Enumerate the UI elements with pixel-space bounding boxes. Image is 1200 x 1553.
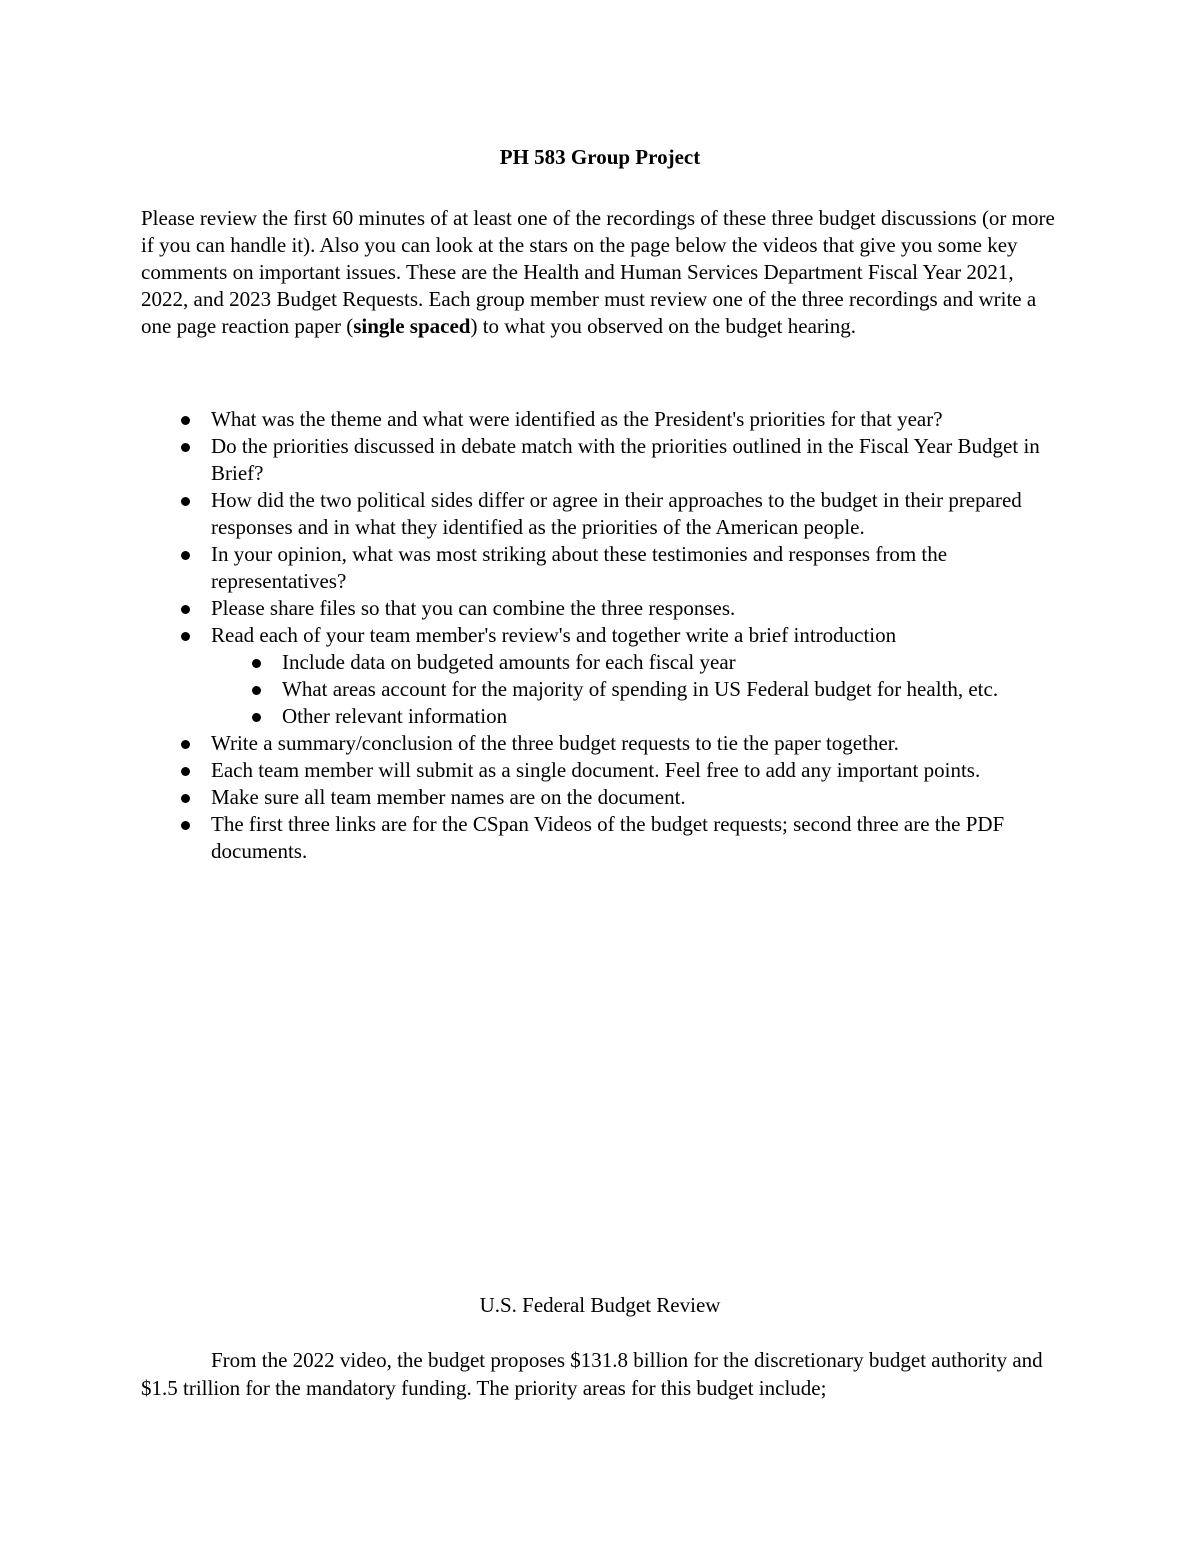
bullet-icon [181,632,190,641]
list-item-text: Each team member will submit as a single document. Feel free to add any important points. [211,758,981,782]
sub-list-item [211,676,1061,703]
list-item [141,541,1061,595]
bullet-icon [181,740,190,749]
list-item-text: Make sure all team member names are on the document. [211,785,686,809]
list-item-text: Do the priorities discussed in debate match with the priorities outlined in the Fiscal Year Budget in Brief? [211,434,1040,485]
list-item [141,757,1061,784]
list-item [141,784,1061,811]
instructions-list [141,406,1061,865]
list-item-text: The first three links are for the CSpan Videos of the budget requests; second three are the PDF documents. [211,812,1005,863]
bullet-icon [252,659,261,668]
list-item-text: Read each of your team member's review's and together write a brief introduction [211,623,897,647]
bullet-icon [181,794,190,803]
bullet-icon [181,767,190,776]
document-title: PH 583 Group Project [499,145,701,169]
bullet-icon [181,551,190,560]
section-title: U.S. Federal Budget Review [479,1293,721,1317]
sub-list [211,649,1061,730]
bullet-icon [252,686,261,695]
intro-text-2: ) to what you observed on the budget hearing. [470,314,856,338]
list-item-text: What was the theme and what were identified as the President's priorities for that year? [211,407,943,431]
list-item-text: How did the two political sides differ or agree in their approaches to the budget in their prepared responses and in what they identified as the priorities of the American people. [211,488,1022,539]
list-item [141,595,1061,622]
list-item [141,730,1061,757]
sub-list-item-text: What areas account for the majority of spending in US Federal budget for health, etc. [282,677,999,701]
list-item [141,811,1061,865]
intro-text-1: Please review the first 60 minutes of at least one of the recordings of these three budget discussions (or more if you can handle it). Also you can look at the stars on the page below the videos that give you some key comments on important issues. These are the Health and Human Services Department Fiscal Year 2021, 2022, and 2023 Budget Requests. Each group member must review one of the three recordings and write a one page reaction paper ( [141,206,1055,338]
sub-list-item-text: Include data on budgeted amounts for each fiscal year [282,650,736,674]
list-item [141,406,1061,433]
bullet-icon [181,497,190,506]
bullet-icon [181,605,190,614]
bullet-icon [252,713,261,722]
bullet-icon [181,443,190,452]
list-item [141,433,1061,487]
intro-bold-text: single spaced [353,314,471,338]
bullet-icon [181,416,190,425]
section-body-paragraph: From the 2022 video, the budget proposes $131.8 billion for the discretionary budget authority and $1.5 trillion for the mandatory funding. The priority areas for this budget include; [141,1348,1043,1400]
sub-list-item [211,703,1061,730]
list-item-text: Write a summary/conclusion of the three budget requests to tie the paper together. [211,731,899,755]
sub-list-item-text: Other relevant information [282,704,508,728]
bullet-icon [181,821,190,830]
list-item [141,487,1061,541]
list-item [141,622,1061,730]
list-item-text: Please share files so that you can combine the three responses. [211,596,736,620]
sub-list-item [211,649,1061,676]
list-item-text: In your opinion, what was most striking about these testimonies and responses from the representatives? [211,542,948,593]
intro-paragraph [141,205,1061,340]
